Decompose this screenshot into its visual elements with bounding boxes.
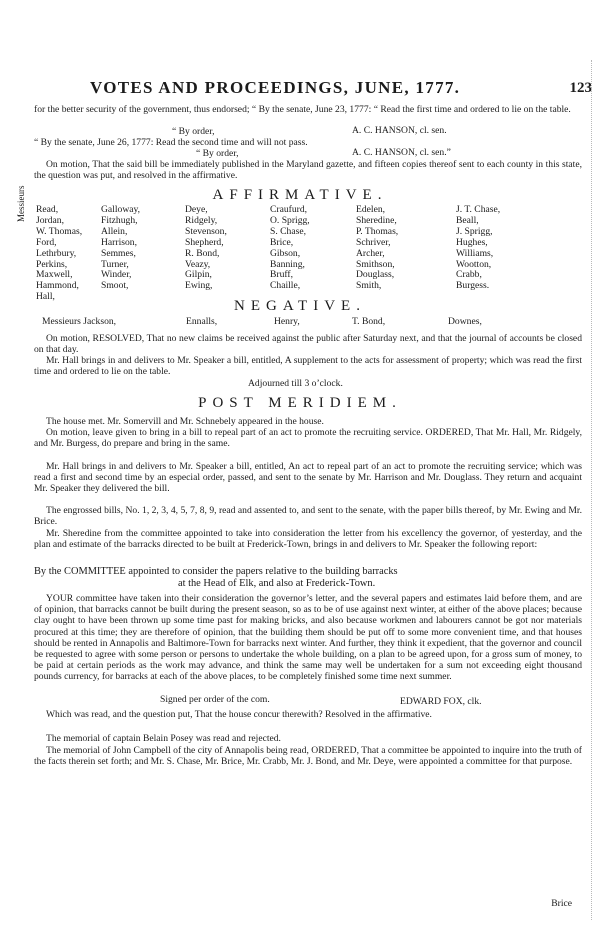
affirmative-names bbox=[0, 205, 600, 301]
committee-title-line-2: at the Head of Elk, and also at Frederick-Town. bbox=[178, 578, 376, 589]
name: Williams, bbox=[456, 247, 494, 259]
paragraph-motion-gazette: On motion, That the said bill be immediately published in the Maryland gazette, and fifteen copies thereof sent to each county in this state, the question was put, and resolved in the affirmative. bbox=[34, 159, 582, 182]
paragraph-campbell-memorial: The memorial of John Campbell of the city of Annapolis being read, ORDERED, That a committee be appointed to inquire into the truth of the facts therein set forth; and Mr. S. Chase, Mr. Brice, Mr. Crabb, Mr. J. Bond, and Mr. Deye, were appointed a committee for that purpose. bbox=[34, 745, 582, 768]
name: Sheredine, bbox=[356, 214, 397, 226]
paragraph-resolved-claims: On motion, RESOLVED, That no new claims be received against the public after Saturday next, and that the journal of accounts be closed on that day. bbox=[34, 333, 582, 356]
name: Douglass, bbox=[356, 269, 395, 281]
name: J. Sprigg, bbox=[456, 225, 493, 237]
name: W. Thomas, bbox=[36, 225, 83, 237]
name: Archer, bbox=[356, 247, 385, 259]
name-column-1 bbox=[36, 205, 82, 303]
name: O. Sprigg, bbox=[270, 214, 310, 226]
name: J. T. Chase, bbox=[456, 204, 501, 215]
by-order-1: “ By order, bbox=[172, 126, 215, 137]
paragraph-concur: Which was read, and the question put, That the house concur therewith? Resolved in the affirmative. bbox=[46, 709, 432, 720]
name: Lethrbury, bbox=[36, 247, 77, 259]
name: Jordan, bbox=[36, 214, 64, 226]
paragraph-engrossed-bills: The engrossed bills, No. 1, 2, 3, 4, 5, 7, 8, 9, read and assented to, and sent to the senate, with the paper bills thereof, by Mr. Ewing and Mr. Brice. bbox=[34, 505, 582, 528]
signature-hanson-1: A. C. HANSON, cl. sen. bbox=[352, 125, 447, 136]
name: Deye, bbox=[185, 204, 208, 215]
name-column-3 bbox=[185, 205, 227, 292]
name: Harrison, bbox=[101, 236, 137, 248]
by-order-2: “ By order, bbox=[196, 148, 239, 159]
name: Messieurs Jackson, bbox=[42, 316, 117, 327]
paragraph-assessment-bill: Mr. Hall brings in and delivers to Mr. Speaker a bill, entitled, A supplement to the acts for assessment of property; which was read the first time and ordered to lie on the table. bbox=[34, 355, 582, 378]
name: Maxwell, bbox=[36, 269, 73, 281]
name: Schriver, bbox=[356, 236, 391, 248]
name: Winder, bbox=[101, 269, 132, 281]
name-column-5 bbox=[356, 205, 398, 292]
name: Smoot, bbox=[101, 280, 129, 292]
page-title: VOTES AND PROCEEDINGS, JUNE, 1777. bbox=[90, 78, 461, 97]
committee-title-line-1: By the COMMITTEE appointed to consider the papers relative to the building barracks bbox=[34, 566, 398, 577]
name: Stevenson, bbox=[185, 225, 227, 237]
paragraph-house-met: The house met. Mr. Somervill and Mr. Schnebely appeared in the house. bbox=[46, 416, 324, 427]
messieurs-label: Messieurs bbox=[16, 185, 26, 222]
name: Galloway, bbox=[101, 204, 141, 215]
name: Ridgely, bbox=[185, 214, 218, 226]
paragraph-endorsement: for the better security of the government, thus endorsed; “ By the senate, June 23, 1777: “ Read the first time and ordered to lie on the table. bbox=[34, 104, 571, 115]
name: Chaille, bbox=[270, 280, 301, 292]
paragraph-sheredine-report: Mr. Sheredine from the committee appointed to take into consideration the letter from his excellency the governor, of yesterday, and the plan and estimate of the barracks directed to be built at Frederick-Town, brings in and delivers to Mr. Speaker the following report: bbox=[34, 528, 582, 551]
name: Smith, bbox=[356, 280, 382, 292]
name: Veazy, bbox=[185, 258, 211, 270]
name: P. Thomas, bbox=[356, 225, 399, 237]
signature-hanson-2: A. C. HANSON, cl. sen.” bbox=[352, 147, 451, 158]
name: Ewing, bbox=[185, 280, 213, 292]
name: Semmes, bbox=[101, 247, 136, 259]
post-meridiem-heading: POST MERIDIEM. bbox=[198, 395, 402, 411]
name: T. Bond, bbox=[352, 316, 386, 327]
name: Perkins, bbox=[36, 258, 68, 270]
name: Burgess. bbox=[456, 280, 490, 292]
name: Hughes, bbox=[456, 236, 488, 248]
name: Ennalls, bbox=[186, 316, 218, 327]
name: Shepherd, bbox=[185, 236, 224, 248]
name: Read, bbox=[36, 204, 59, 215]
paragraph-posey-memorial: The memorial of captain Belain Posey was read and rejected. bbox=[46, 733, 281, 744]
name: R. Bond, bbox=[185, 247, 220, 259]
signature-fox: EDWARD FOX, clk. bbox=[400, 696, 482, 707]
name: Beall, bbox=[456, 214, 479, 226]
name-column-2 bbox=[101, 205, 140, 292]
paragraph-repeal-bill: Mr. Hall brings in and delivers to Mr. Speaker a bill, entitled, An act to repeal part of an act to promote the recruiting service; which was read a first and second time by an especial order, passed, and sent to the senate by Mr. Harrison and Mr. Douglass. They return and acquaint Mr. Speaker they delivered the bill. bbox=[34, 461, 582, 495]
name: Downes, bbox=[448, 316, 482, 327]
paragraph-leave-given: On motion, leave given to bring in a bill to repeal part of an act to promote the recruiting service. ORDERED, That Mr. Hall, Mr. Ridgely, and Mr. Burgess, do prepare and bring in the same. bbox=[34, 427, 582, 450]
name: Fitzhugh, bbox=[101, 214, 138, 226]
name: Hall, bbox=[36, 291, 55, 303]
catchword: Brice bbox=[551, 898, 572, 909]
name: Gilpin, bbox=[185, 269, 212, 281]
signed-line: Signed per order of the com. bbox=[160, 694, 270, 705]
name: Turner, bbox=[101, 258, 129, 270]
name: Henry, bbox=[274, 316, 300, 327]
name: Ford, bbox=[36, 236, 57, 248]
name: Banning, bbox=[270, 258, 305, 270]
name: Crabb, bbox=[456, 269, 482, 281]
negative-heading: NEGATIVE. bbox=[234, 298, 366, 314]
adjourned-line: Adjourned till 3 o’clock. bbox=[248, 378, 343, 389]
name: Gibson, bbox=[270, 247, 301, 259]
affirmative-heading: AFFIRMATIVE. bbox=[212, 187, 388, 203]
name: Allein, bbox=[101, 225, 128, 237]
committee-report-text: YOUR committee have taken into their consideration the governor’s letter, and the several papers and estimates laid before them, and are of opinion, that barracks cannot be built during the present season, so as to be of use against next winter, at either of the above places; because clay ought to have been thrown up some time past for making bricks, and also because workmen and labourers cannot be got nor materials procured at this time; they are therefore of opinion, that the building them should be put off to some more convenient time, and that houses should be rented in Annapolis and Baltimore-Town for barracks next winter. And further, they think it expedient, that the governor and council be requested to agree with some person or persons to undertake the whole building, on a plan to be agreed upon, for a gross sum of money, to be paid at certain periods as the work may advance, and think the same may well be undertaken for a sum not exceeding eight thousand pounds currency, for barracks at each of the above places, to be completely finished some time next summer. bbox=[34, 593, 582, 683]
name: Bruff, bbox=[270, 269, 294, 281]
name: Smithson, bbox=[356, 258, 395, 270]
name: S. Chase, bbox=[270, 225, 306, 237]
running-header bbox=[0, 78, 600, 100]
name: Wootton, bbox=[456, 258, 492, 270]
paragraph-second-reading: “ By the senate, June 26, 1777: Read the second time and will not pass. bbox=[34, 137, 308, 148]
name: Brice, bbox=[270, 236, 294, 248]
name-column-6 bbox=[456, 205, 500, 292]
name-column-4 bbox=[270, 205, 310, 292]
page-number: 123 bbox=[569, 80, 592, 96]
name: Hammond, bbox=[36, 280, 79, 292]
page-gutter bbox=[591, 60, 600, 920]
name: Craufurd, bbox=[270, 204, 308, 215]
name: Edelen, bbox=[356, 204, 386, 215]
